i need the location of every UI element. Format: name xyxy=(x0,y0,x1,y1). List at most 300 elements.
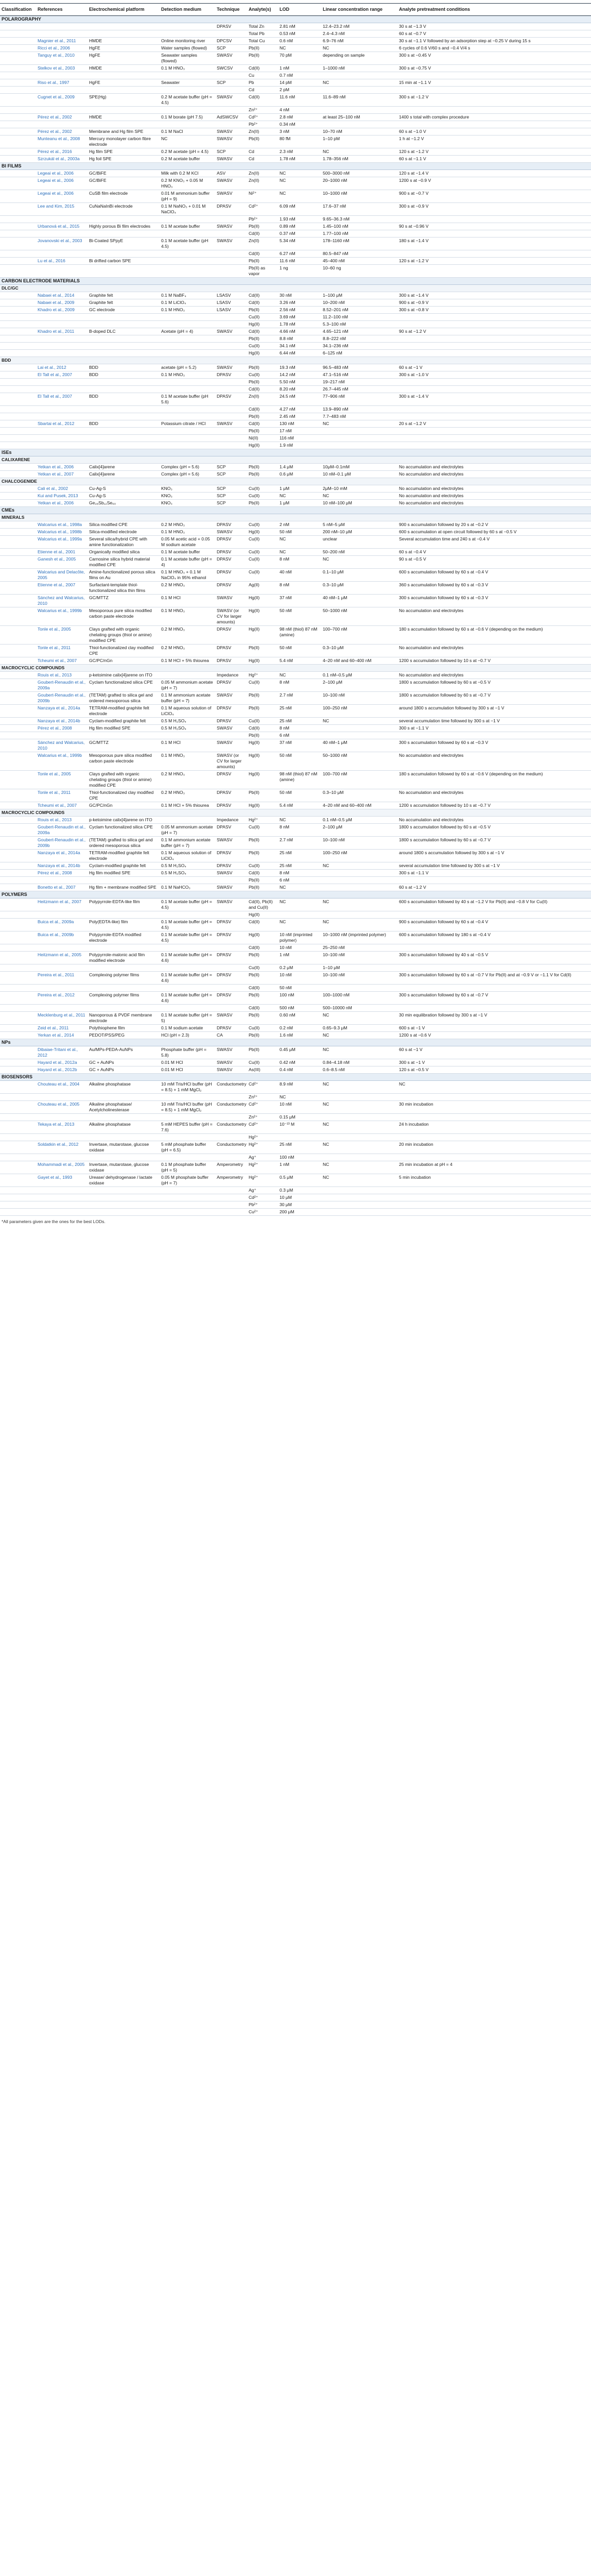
reference-link[interactable]: Legeai et al., 2006 xyxy=(36,170,88,177)
table-cell xyxy=(397,72,591,79)
table-cell xyxy=(0,850,36,862)
reference-link[interactable] xyxy=(36,1154,88,1161)
reference-link[interactable]: Pérez et al., 2002 xyxy=(36,128,88,135)
table-cell: 2.81 nM xyxy=(278,23,321,30)
table-cell: No accumulation and electrolytes xyxy=(397,645,591,657)
table-cell: SPE(Hg) xyxy=(88,94,160,107)
table-row xyxy=(0,79,591,87)
reference-link[interactable]: Szrzukál et al., 2003a xyxy=(36,156,88,163)
table-cell: 11.6 nM xyxy=(278,258,321,265)
table-cell xyxy=(88,343,160,350)
table-cell: Ge₂₈Sb₁₂Se₆₀ xyxy=(88,500,160,507)
table-cell: NC xyxy=(321,79,397,87)
reference-link[interactable] xyxy=(36,386,88,393)
reference-link[interactable]: Magnier et al., 2011 xyxy=(36,38,88,45)
reference-link[interactable]: Khadro et al., 2009 xyxy=(36,307,88,314)
section-title: BIOSENSORS xyxy=(0,1074,591,1081)
reference-link[interactable] xyxy=(36,265,88,278)
table-cell xyxy=(215,442,247,449)
reference-link[interactable]: Lee and Kim, 2015 xyxy=(36,203,88,216)
reference-link[interactable]: Nanzaya et al., 2014a xyxy=(36,850,88,862)
reference-link[interactable] xyxy=(36,30,88,38)
reference-link[interactable] xyxy=(36,428,88,435)
table-cell: DPASV xyxy=(215,679,247,692)
reference-link[interactable]: Etienne et al., 2007 xyxy=(36,582,88,595)
table-cell xyxy=(321,1154,397,1161)
table-cell: 900 s accumulation followed by 20 s at −0.2 V xyxy=(397,521,591,529)
table-cell xyxy=(397,386,591,393)
table-row xyxy=(0,335,591,343)
table-cell xyxy=(88,386,160,393)
reference-link[interactable] xyxy=(36,985,88,992)
table-row xyxy=(0,379,591,386)
section-title: POLYMERS xyxy=(0,891,591,899)
reference-link[interactable]: Mecklenburg et al., 2011 xyxy=(36,1012,88,1025)
table-cell: NC xyxy=(278,672,321,679)
table-cell: (TETAM) grafted to silica gel and ordered mesoporous silica xyxy=(88,837,160,850)
table-cell xyxy=(160,350,215,357)
table-cell: 0.60 nM xyxy=(278,1012,321,1025)
table-cell xyxy=(397,1154,591,1161)
reference-link[interactable]: Khadro et al., 2011 xyxy=(36,328,88,335)
table-cell: 300 s at −0.45 V xyxy=(397,52,591,65)
table-cell: 0.1 M phosphate buffer (pH = 5) xyxy=(160,1161,215,1174)
table-cell xyxy=(0,944,36,952)
table-cell xyxy=(215,1209,247,1216)
table-row xyxy=(0,216,591,223)
reference-link[interactable]: Dibaiae-Tritani et al., 2012 xyxy=(36,1046,88,1059)
table-cell xyxy=(0,752,36,771)
table-cell: 600 s accumulation followed by 40 s at −1.2 V for Pb(II) and −0.8 V for Cu(II) xyxy=(397,899,591,911)
reference-link[interactable]: Legeai et al., 2006 xyxy=(36,190,88,203)
table-cell: 0.42 nM xyxy=(278,1059,321,1066)
table-cell: 300 s at −1.4 V xyxy=(397,393,591,406)
table-cell: 20 s at −1.2 V xyxy=(397,420,591,428)
table-row xyxy=(0,177,591,190)
table-cell: 120 s at −0.5 V xyxy=(397,1066,591,1074)
table-cell xyxy=(0,190,36,203)
reference-link[interactable]: Walcarius et al., 1998a xyxy=(36,521,88,529)
reference-link[interactable] xyxy=(36,1094,88,1101)
table-cell: Pb(II) xyxy=(247,379,278,386)
table-cell: DPASV xyxy=(215,802,247,809)
reference-link[interactable]: Goubert-Renaudin et al., 2009b xyxy=(36,692,88,705)
table-cell: Seawater samples (flowed) xyxy=(160,52,215,65)
reference-link[interactable] xyxy=(36,435,88,442)
table-cell xyxy=(215,406,247,413)
reference-link[interactable]: Yerkan et al., 2014 xyxy=(36,1032,88,1039)
table-cell: NC xyxy=(321,1161,397,1174)
table-cell: 40 nM–1 μM xyxy=(321,739,397,752)
table-cell: NC xyxy=(160,135,215,148)
table-cell xyxy=(321,884,397,891)
table-cell: NC xyxy=(321,1046,397,1059)
reference-link[interactable] xyxy=(36,1209,88,1216)
reference-link[interactable] xyxy=(36,314,88,321)
reference-link[interactable]: Yetkan et al., 2006 xyxy=(36,500,88,507)
subsection-row xyxy=(0,809,591,817)
column-header: Technique xyxy=(215,4,247,16)
table-cell: Cu²⁺ xyxy=(247,1209,278,1216)
reference-link[interactable]: Kui and Pusek, 2013 xyxy=(36,493,88,500)
reference-link[interactable]: Sánchez and Walcarius, 2010 xyxy=(36,595,88,607)
reference-link[interactable]: Walcarius et al., 1998b xyxy=(36,529,88,536)
reference-link[interactable]: Tcheumi et al., 2007 xyxy=(36,657,88,665)
table-cell: 2.56 nM xyxy=(278,307,321,314)
table-row xyxy=(0,739,591,752)
section-title: NPs xyxy=(0,1039,591,1046)
reference-link[interactable] xyxy=(36,1201,88,1209)
reference-link[interactable] xyxy=(36,335,88,343)
table-cell: Bi-Coated SPpyE xyxy=(88,238,160,250)
reference-link[interactable]: Bonetto et al., 2007 xyxy=(36,884,88,891)
table-cell xyxy=(0,911,36,919)
table-cell xyxy=(215,1114,247,1121)
reference-link[interactable]: Pérez et al., 2008 xyxy=(36,870,88,877)
table-cell: 34.1–236 nM xyxy=(321,343,397,350)
reference-link[interactable]: Pereira et al., 2012 xyxy=(36,992,88,1005)
table-cell: 25 nM xyxy=(278,862,321,870)
table-cell: Calix[4]arene xyxy=(88,471,160,478)
table-cell: 60 s at −1 V xyxy=(397,364,591,371)
reference-link[interactable]: Yetkan et al., 2007 xyxy=(36,471,88,478)
table-cell: 1.78–356 nM xyxy=(321,156,397,163)
reference-link[interactable] xyxy=(36,1134,88,1141)
reference-link[interactable]: Lu et al., 2016 xyxy=(36,258,88,265)
table-cell xyxy=(88,350,160,357)
table-cell xyxy=(0,72,36,79)
reference-link[interactable]: Cugnet et al., 2009 xyxy=(36,94,88,107)
table-row xyxy=(0,718,591,725)
reference-link[interactable] xyxy=(36,72,88,79)
table-cell: SCP xyxy=(215,485,247,493)
table-header xyxy=(0,4,591,16)
table-cell: 0.1 M HCl xyxy=(160,739,215,752)
table-cell xyxy=(0,884,36,891)
table-cell xyxy=(0,500,36,507)
reference-link[interactable] xyxy=(36,1005,88,1012)
reference-link[interactable] xyxy=(36,107,88,114)
reference-link[interactable] xyxy=(36,413,88,420)
table-cell xyxy=(160,386,215,393)
subsection-row xyxy=(0,514,591,521)
table-cell: 8 nM xyxy=(278,725,321,732)
reference-link[interactable]: Tonle et al., 2011 xyxy=(36,645,88,657)
table-row xyxy=(0,230,591,238)
table-cell xyxy=(321,107,397,114)
table-cell: 90 s at −1.2 V xyxy=(397,328,591,335)
table-cell: Water samples (flowed) xyxy=(160,45,215,52)
reference-link[interactable]: Walcarius et al., 1999b xyxy=(36,752,88,771)
reference-link[interactable]: Zeid et al., 2011 xyxy=(36,1025,88,1032)
reference-link[interactable]: Nabaei et al., 2014 xyxy=(36,292,88,299)
reference-link[interactable] xyxy=(36,406,88,413)
reference-link[interactable]: Tonle et al., 2005 xyxy=(36,626,88,645)
reference-link[interactable] xyxy=(36,732,88,739)
reference-link[interactable] xyxy=(36,379,88,386)
table-cell xyxy=(0,1154,36,1161)
table-cell: Cd²⁺ xyxy=(247,1194,278,1201)
reference-link[interactable] xyxy=(36,87,88,94)
reference-link[interactable]: Chouteau et al., 2005 xyxy=(36,1101,88,1114)
reference-link[interactable] xyxy=(36,23,88,30)
table-cell: NC xyxy=(321,1121,397,1134)
table-cell: 45–400 nM xyxy=(321,258,397,265)
table-cell: 0.1 M HNO₃ xyxy=(160,371,215,379)
table-cell: DPASV xyxy=(215,556,247,569)
table-cell: Hg(II) xyxy=(247,607,278,626)
reference-link[interactable] xyxy=(36,121,88,128)
table-cell: Pb²⁺ xyxy=(247,121,278,128)
table-cell: 50 nM xyxy=(278,752,321,771)
reference-link[interactable]: Tanguy et al., 2010 xyxy=(36,52,88,65)
reference-link[interactable]: Nabaei et al., 2009 xyxy=(36,299,88,307)
table-cell: Total Cu xyxy=(247,38,278,45)
reference-link[interactable]: Nanzaya et al., 2014b xyxy=(36,718,88,725)
reference-link[interactable]: Rouis et al., 2013 xyxy=(36,672,88,679)
table-cell xyxy=(0,725,36,732)
table-cell: DPASV xyxy=(215,862,247,870)
table-cell: 10 nM xyxy=(278,972,321,985)
table-cell xyxy=(0,52,36,65)
table-row xyxy=(0,1141,591,1154)
table-cell xyxy=(0,1194,36,1201)
reference-link[interactable]: Mohammadi et al., 2005 xyxy=(36,1161,88,1174)
table-cell: 2–100 μM xyxy=(321,679,397,692)
table-cell: Hg(II) xyxy=(247,911,278,919)
reference-link[interactable]: Buica et al., 2009b xyxy=(36,931,88,944)
table-cell: 0.1 M aqueous solution of LiClO₄ xyxy=(160,705,215,718)
reference-link[interactable]: Munteanu et al., 2008 xyxy=(36,135,88,148)
table-cell: DPASV xyxy=(215,850,247,862)
reference-link[interactable]: Chouteau et al., 2004 xyxy=(36,1081,88,1094)
table-cell: around 1800 s accumulation followed by 300 s at −1 V xyxy=(397,850,591,862)
table-cell: depending on sample xyxy=(321,52,397,65)
reference-link[interactable] xyxy=(36,944,88,952)
reference-link[interactable] xyxy=(36,321,88,328)
table-cell: Alkaline phosphatase xyxy=(88,1121,160,1134)
reference-link[interactable]: Tekaya et al., 2013 xyxy=(36,1121,88,1134)
reference-link[interactable] xyxy=(36,216,88,223)
reference-link[interactable]: Tonle et al., 2011 xyxy=(36,789,88,802)
table-cell xyxy=(321,121,397,128)
column-header: Electrochemical platform xyxy=(88,4,160,16)
table-cell: Surfactant-template thiol-functionalized silica thin films xyxy=(88,582,160,595)
reference-link[interactable]: El Tall et al., 2007 xyxy=(36,393,88,406)
reference-link[interactable]: Buica et al., 2009a xyxy=(36,919,88,931)
table-cell: Cd(II) xyxy=(247,250,278,258)
reference-link[interactable]: Walcarius et al., 1999b xyxy=(36,607,88,626)
table-cell: 1.78 nM xyxy=(278,321,321,328)
table-cell: Complexing polymer films xyxy=(88,972,160,985)
table-cell: Thiol-functionalized clay modified CPE xyxy=(88,789,160,802)
table-cell xyxy=(160,442,215,449)
table-cell: 0.1 M acetate buffer (pH = 4.5) xyxy=(160,919,215,931)
reference-link[interactable] xyxy=(36,911,88,919)
table-cell: 0.5 M H₂SO₄ xyxy=(160,870,215,877)
table-cell xyxy=(160,964,215,972)
table-cell: Hg(II) xyxy=(247,442,278,449)
table-cell: Pb(II) xyxy=(247,850,278,862)
table-cell: 24.5 nM xyxy=(278,393,321,406)
reference-link[interactable]: Pérez et al., 2008 xyxy=(36,725,88,732)
reference-link[interactable]: Walcarius and Delacôte, 2005 xyxy=(36,569,88,582)
table-row xyxy=(0,1161,591,1174)
table-cell xyxy=(160,250,215,258)
table-cell xyxy=(0,1161,36,1174)
subsection-row xyxy=(0,285,591,292)
section-row xyxy=(0,163,591,170)
reference-link[interactable] xyxy=(36,442,88,449)
reference-link[interactable]: Hayard et al., 2012b xyxy=(36,1066,88,1074)
reference-link[interactable] xyxy=(36,877,88,884)
table-cell: No accumulation and electrolytes xyxy=(397,485,591,493)
table-cell xyxy=(215,258,247,265)
reference-link[interactable]: Nanzaya et al., 2014b xyxy=(36,862,88,870)
reference-link[interactable] xyxy=(36,230,88,238)
table-cell: Pb(II) xyxy=(247,428,278,435)
table-cell: 300 s at −0.9 V xyxy=(397,203,591,216)
table-cell: Ni²⁺ xyxy=(247,190,278,203)
reference-link[interactable] xyxy=(36,1194,88,1201)
table-cell: 8.52–201 nM xyxy=(321,307,397,314)
reference-link[interactable]: Goubert-Renaudin et al., 2009b xyxy=(36,837,88,850)
table-row xyxy=(0,802,591,809)
reference-link[interactable] xyxy=(36,1187,88,1194)
table-cell: 1 h at −1.2 V xyxy=(397,135,591,148)
reference-link[interactable]: El Tall et al., 2007 xyxy=(36,371,88,379)
table-row xyxy=(0,884,591,891)
reference-link[interactable]: Pérez et al., 2016 xyxy=(36,148,88,156)
reference-link[interactable] xyxy=(36,964,88,972)
reference-link[interactable]: Etienne et al., 2001 xyxy=(36,549,88,556)
table-cell xyxy=(215,230,247,238)
table-cell xyxy=(0,692,36,705)
table-row xyxy=(0,992,591,1005)
reference-link[interactable]: Yetkan et al., 2006 xyxy=(36,464,88,471)
reference-link[interactable]: Soldatkin et al., 2012 xyxy=(36,1141,88,1154)
table-cell xyxy=(0,216,36,223)
table-cell: Silica modified CPE xyxy=(88,521,160,529)
table-cell xyxy=(397,877,591,884)
table-cell: 0.05 M ammonium acetate (pH = 7) xyxy=(160,679,215,692)
table-cell xyxy=(0,771,36,789)
table-cell: 100–1000 nM xyxy=(321,992,397,1005)
reference-link[interactable]: Rouis et al., 2013 xyxy=(36,817,88,824)
table-cell: Zn(II) xyxy=(247,238,278,250)
reference-link[interactable]: Riso et al., 1997 xyxy=(36,79,88,87)
reference-link[interactable]: Tcheumi et al., 2007 xyxy=(36,802,88,809)
table-cell: Hg²⁺ xyxy=(247,1134,278,1141)
data-table xyxy=(0,3,591,1216)
reference-link[interactable]: Heitzmann et al., 2007 xyxy=(36,899,88,911)
table-cell: 0.01 M HCl xyxy=(160,1059,215,1066)
reference-link[interactable]: Hayard et al., 2012a xyxy=(36,1059,88,1066)
table-cell: 2μM–10 mM xyxy=(321,485,397,493)
table-cell xyxy=(160,1114,215,1121)
table-cell: Complex (pH = 5.6) xyxy=(160,464,215,471)
section-title: CARBON ELECTRODE MATERIALS xyxy=(0,278,591,285)
reference-link[interactable]: Urbanová et al., 2015 xyxy=(36,223,88,230)
table-cell: Pb(II) xyxy=(247,52,278,65)
reference-link[interactable] xyxy=(36,350,88,357)
table-cell: 50 nM xyxy=(278,607,321,626)
table-row xyxy=(0,626,591,645)
table-cell xyxy=(397,413,591,420)
table-cell: Cd(II) xyxy=(247,230,278,238)
table-cell: Poly(EDTA-like) film xyxy=(88,919,160,931)
table-cell: 50–200 nM xyxy=(321,549,397,556)
table-row xyxy=(0,1059,591,1066)
table-cell: NC xyxy=(278,1094,321,1101)
table-cell: DPASV xyxy=(215,657,247,665)
table-cell: TETRAM-modified graphite felt electrode xyxy=(88,850,160,862)
table-cell: 300 s accumulation followed by 60 s at −0.7 V xyxy=(397,992,591,1005)
table-cell xyxy=(321,911,397,919)
reference-link[interactable]: Ganesh et al., 2005 xyxy=(36,556,88,569)
column-header: LOD xyxy=(278,4,321,16)
table-cell: 200 μM xyxy=(278,1209,321,1216)
table-row xyxy=(0,413,591,420)
table-row xyxy=(0,837,591,850)
table-cell: DPASV xyxy=(215,536,247,549)
table-cell: Cd(II), Pb(II) and Cu(II) xyxy=(247,899,278,911)
reference-link[interactable]: Cali et al., 2002 xyxy=(36,485,88,493)
reference-link[interactable]: Lai et al., 2012 xyxy=(36,364,88,371)
table-cell: Invertase, mutarotase, glucose oxidase xyxy=(88,1161,160,1174)
table-cell xyxy=(215,321,247,328)
reference-link[interactable]: Goubert-Renaudin et al., 2009a xyxy=(36,824,88,837)
reference-link[interactable]: Sánchez and Walcarius, 2010 xyxy=(36,739,88,752)
section-row xyxy=(0,891,591,899)
table-cell xyxy=(0,314,36,321)
table-cell: SWASV xyxy=(215,223,247,230)
reference-link[interactable]: Ricci et al., 2006 xyxy=(36,45,88,52)
table-row xyxy=(0,952,591,964)
table-cell: 0.1 M HNO₃ xyxy=(160,607,215,626)
table-row xyxy=(0,258,591,265)
table-cell xyxy=(0,802,36,809)
reference-link[interactable]: Goubert-Renaudin et al., 2009a xyxy=(36,679,88,692)
section-title: ISEs xyxy=(0,449,591,456)
table-cell: 6.27 nM xyxy=(278,250,321,258)
reference-link[interactable]: Pereira et al., 2011 xyxy=(36,972,88,985)
reference-link[interactable]: Gayet et al., 1993 xyxy=(36,1174,88,1187)
table-cell: 20 min incubation xyxy=(397,1141,591,1154)
reference-link[interactable]: Stelkov et al., 2003 xyxy=(36,65,88,72)
table-cell xyxy=(160,672,215,679)
reference-link[interactable]: Nanzaya et al., 2014a xyxy=(36,705,88,718)
table-row xyxy=(0,87,591,94)
reference-link[interactable] xyxy=(36,1114,88,1121)
reference-link[interactable] xyxy=(36,250,88,258)
section-row xyxy=(0,278,591,285)
reference-link[interactable]: Sbartai et al., 2012 xyxy=(36,420,88,428)
reference-link[interactable]: Jovanovski et al., 2003 xyxy=(36,238,88,250)
reference-link[interactable]: Heitzmann et al., 2005 xyxy=(36,952,88,964)
table-cell: 30 s at −1.3 V xyxy=(397,23,591,30)
table-cell: Cd(II) xyxy=(247,65,278,72)
reference-link[interactable]: Legeai et al., 2006 xyxy=(36,177,88,190)
table-cell: SWASV xyxy=(215,1066,247,1074)
reference-link[interactable] xyxy=(36,343,88,350)
column-header: Analyte(s) xyxy=(247,4,278,16)
table-cell: 10–100 nM xyxy=(321,692,397,705)
reference-link[interactable]: Walcarius et al., 1999a xyxy=(36,536,88,549)
table-cell: 300 s at −1.1 V xyxy=(397,725,591,732)
reference-link[interactable]: Pérez et al., 2002 xyxy=(36,114,88,121)
reference-link[interactable]: Tonle et al., 2005 xyxy=(36,771,88,789)
